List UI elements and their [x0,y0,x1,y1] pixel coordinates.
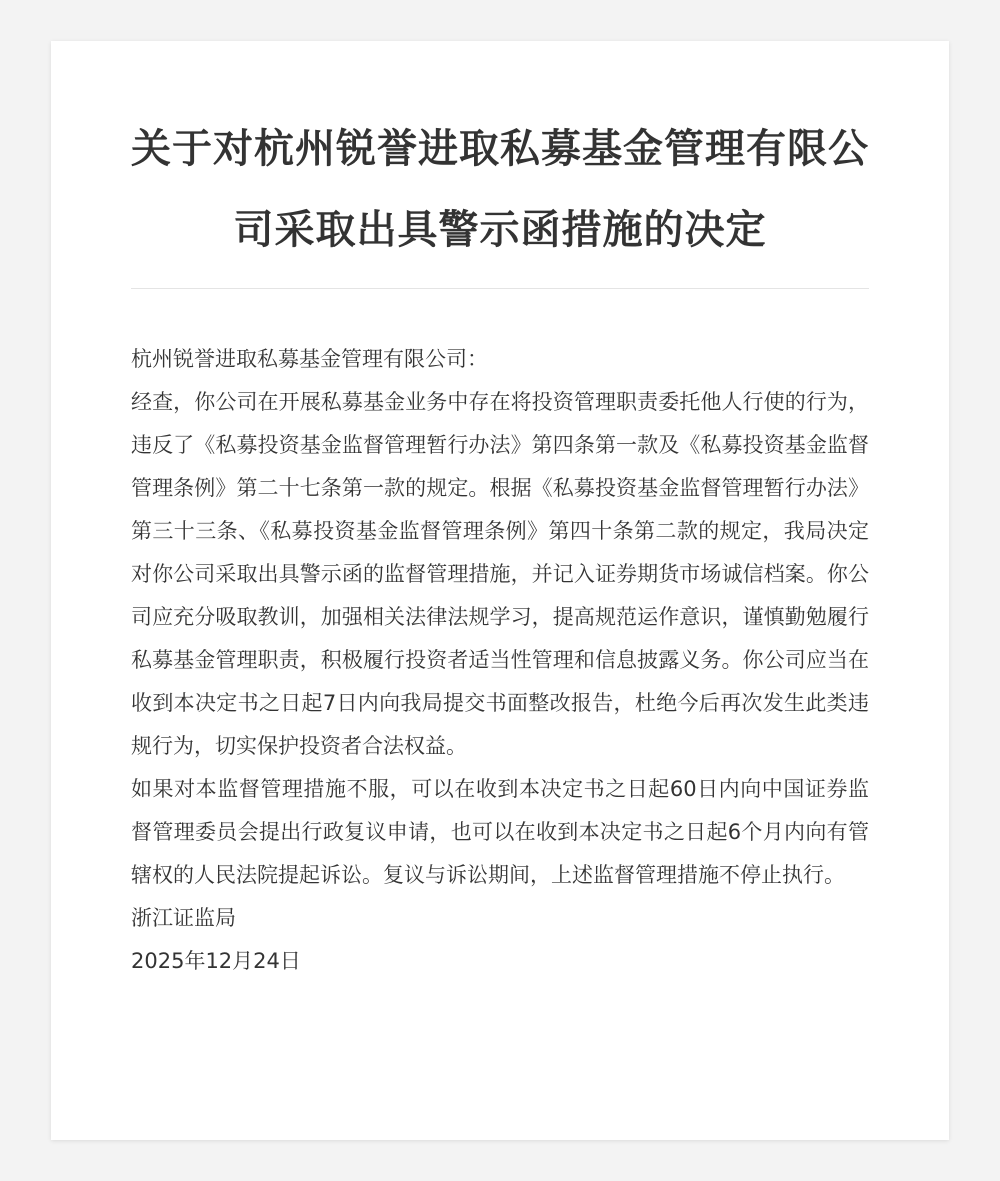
paragraph-appeal: 如果对本监督管理措施不服，可以在收到本决定书之日起60日内向中国证券监督管理委员会提出行政复议申请，也可以在收到本决定书之日起6个月内向有管辖权的人民法院提起诉讼。复议与诉讼期间，上述监督管理措施不停止执行。 [131,777,869,887]
document-body [131,338,869,983]
issue-date: 2025年12月24日 [131,949,301,973]
issuer: 浙江证监局 [131,906,236,930]
document-card [51,41,949,1140]
paragraph-findings: 经查，你公司在开展私募基金业务中存在将投资管理职责委托他人行使的行为，违反了《私募投资基金监督管理暂行办法》第四条第一款及《私募投资基金监督管理条例》第二十七条第一款的规定。根据《私募投资基金监督管理暂行办法》第三十三条、《私募投资基金监督管理条例》第四十条第二款的规定，我局决定对你公司采取出具警示函的监督管理措施，并记入证券期货市场诚信档案。你公司应充分吸取教训，加强相关法律法规学习，提高规范运作意识，谨慎勤勉履行私募基金管理职责，积极履行投资者适当性管理和信息披露义务。你公司应当在收到本决定书之日起7日内向我局提交书面整改报告，杜绝今后再次发生此类违规行为，切实保护投资者合法权益。 [131,390,869,758]
salutation: 杭州锐誉进取私募基金管理有限公司： [131,347,488,371]
title-divider [131,288,869,289]
document-title: 关于对杭州锐誉进取私募基金管理有限公司采取出具警示函措施的决定 [131,126,869,253]
